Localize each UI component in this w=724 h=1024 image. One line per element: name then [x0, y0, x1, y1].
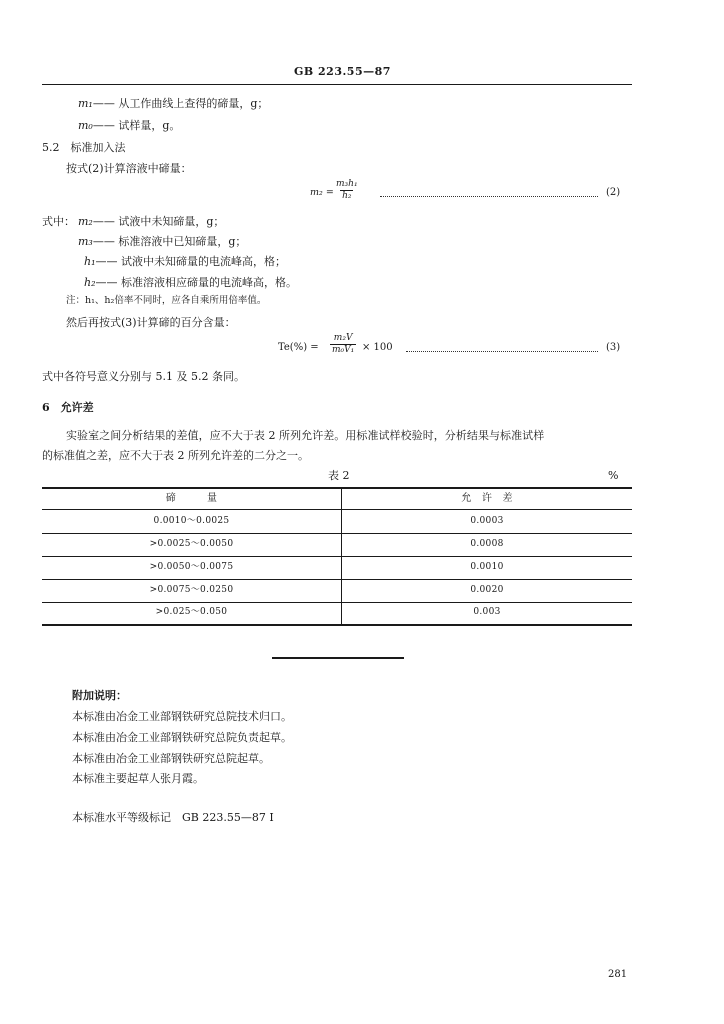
table-cell-tolerance: 0.0010 — [470, 562, 504, 572]
definition-m1 — [78, 98, 268, 109]
table-cell-tolerance: 0.003 — [473, 607, 501, 617]
table-row-rule — [42, 556, 632, 557]
table-header-tellurium: 碲 量 — [165, 493, 218, 504]
standard-code-header: GB 223.55—87 — [294, 65, 391, 78]
table-cell-tolerance: 0.0003 — [470, 516, 504, 526]
section-5-2-heading: 5.2 标准加入法 — [42, 141, 126, 154]
definition-m3 — [78, 236, 246, 247]
additional-notes-line: 本标准主要起草人张月霞。 — [72, 772, 204, 785]
table-cell-range: >0.0075～0.0250 — [149, 585, 234, 595]
table-row-rule — [42, 533, 632, 534]
table-header-tolerance: 允 许 差 — [461, 493, 513, 504]
definition-symbol: m₃ — [78, 235, 93, 248]
formula-3-number: (3) — [606, 342, 621, 353]
definition-m0 — [78, 120, 180, 131]
end-rule — [272, 657, 404, 659]
formula-3-tail: × 100 — [362, 342, 393, 353]
table-unit: % — [608, 469, 619, 482]
formula-2-leader-dots — [380, 196, 598, 197]
formula-2-lhs: m₂ = — [310, 187, 334, 198]
formula-2-number: (2) — [606, 187, 621, 198]
table-cell-range: >0.0050～0.0075 — [149, 562, 234, 572]
definition-h1 — [84, 256, 286, 267]
table-column-divider — [341, 488, 342, 625]
definition-symbol: m₁ — [78, 97, 93, 110]
table-row-rule — [42, 602, 632, 603]
table-top-rule — [42, 487, 632, 489]
definition-text: —— 试样量，g。 — [92, 119, 181, 132]
definition-symbol: m₀ — [78, 119, 93, 132]
section-5-2-intro: 按式(2)计算溶液中碲量： — [66, 162, 192, 175]
header-rule — [42, 84, 632, 85]
formula-2-fraction — [334, 180, 360, 201]
table-cell-tolerance: 0.0020 — [470, 585, 504, 595]
formula-3-denominator: m₀V₁ — [332, 345, 355, 355]
grade-mark: 本标准水平等级标记 GB 223.55—87 Ⅰ — [72, 811, 274, 824]
definition-symbol: h₂ — [84, 276, 96, 289]
definition-h2 — [84, 277, 297, 288]
where-label: 式中： — [42, 215, 75, 228]
definition-m2 — [78, 216, 224, 227]
section-6-paragraph-line1: 实验室之间分析结果的差值，应不大于表 2 所列允许差。用标准试样校验时，分析结果与标准试样 — [66, 429, 545, 442]
table-cell-range: >0.0025～0.0050 — [149, 539, 234, 549]
table-cell-tolerance: 0.0008 — [470, 539, 504, 549]
table-cell-range: >0.025～0.050 — [155, 607, 228, 617]
formula-3-fraction — [330, 334, 356, 355]
formula-2-numerator: m₃h₁ — [336, 179, 358, 189]
additional-notes-line: 本标准由冶金工业部钢铁研究总院技术归口。 — [72, 710, 292, 723]
formula-2-denominator: h₂ — [342, 191, 352, 201]
table-cell-range: 0.0010～0.0025 — [153, 516, 230, 526]
definition-symbol: h₁ — [84, 255, 96, 268]
table-row-rule — [42, 579, 632, 580]
multiplier-note: 注：h₁、h₂倍率不同时，应各自乘所用倍率值。 — [66, 295, 267, 306]
definition-text: —— 试液中未知碲量，g； — [92, 215, 225, 228]
formula-3-lhs: Te(%) = — [278, 342, 319, 353]
table-caption: 表 2 — [328, 469, 350, 482]
additional-notes-line: 本标准由冶金工业部钢铁研究总院起草。 — [72, 752, 270, 765]
table-bottom-rule — [42, 624, 632, 626]
definition-text: —— 从工作曲线上查得的碲量，g； — [92, 97, 269, 110]
definition-text: —— 标准溶液相应碲量的电流峰高，格。 — [95, 276, 297, 289]
section-6-heading: 6 允许差 — [42, 401, 94, 414]
formula-3-numerator: m₂V — [333, 333, 353, 343]
symbols-note: 式中各符号意义分别与 5.1 及 5.2 条同。 — [42, 370, 245, 383]
definition-text: —— 试液中未知碲量的电流峰高，格； — [95, 255, 286, 268]
page-number: 281 — [608, 969, 628, 980]
definition-symbol: m₂ — [78, 215, 93, 228]
table-header-rule — [42, 509, 632, 510]
additional-notes-title: 附加说明： — [72, 689, 127, 702]
section-6-paragraph-line2: 的标准值之差，应不大于表 2 所列允许差的二分之一。 — [42, 449, 309, 462]
additional-notes-line: 本标准由冶金工业部钢铁研究总院负责起草。 — [72, 731, 292, 744]
definition-text: —— 标准溶液中已知碲量，g； — [92, 235, 247, 248]
then-calc-text: 然后再按式(3)计算碲的百分含量： — [66, 316, 236, 329]
formula-3-leader-dots — [406, 351, 598, 352]
